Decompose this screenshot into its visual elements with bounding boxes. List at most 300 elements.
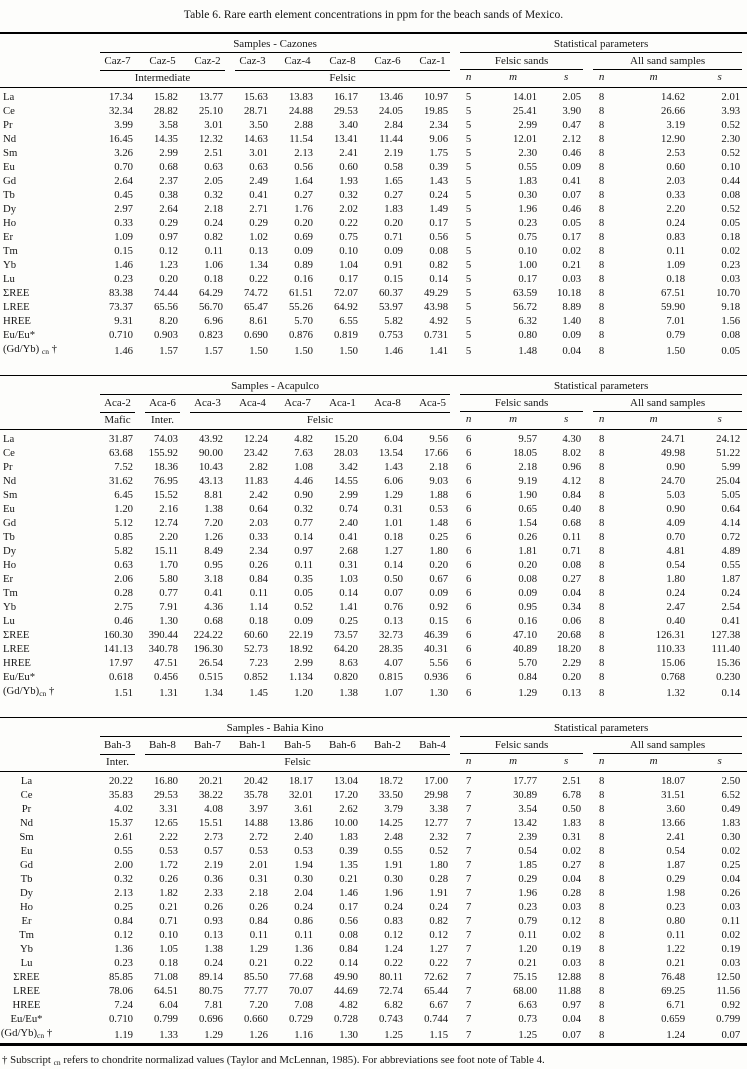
value-cell: 20.42	[243, 775, 268, 787]
sample-col-header-caz-1: Caz-1	[419, 55, 446, 67]
value-cell: 6	[465, 433, 472, 445]
value-cell: 2.30	[721, 133, 741, 145]
value-cell: 2.29	[562, 657, 582, 669]
value-cell: 4.82	[294, 433, 313, 445]
value-cell: 24.71	[661, 433, 686, 445]
value-cell: 18.92	[288, 643, 313, 655]
value-cell: 0.79	[666, 329, 686, 341]
rock-type-group-felsic-underline: Felsic	[145, 754, 450, 771]
value-cell: 1.80	[666, 573, 686, 585]
value-cell: 0.05	[721, 344, 741, 357]
element-label: LREE	[3, 643, 30, 655]
value-cell: 1.25	[384, 1028, 403, 1041]
element-label: ΣREE	[3, 287, 30, 299]
value-cell: 13.42	[513, 817, 538, 829]
element-label: Pr	[21, 803, 32, 815]
value-cell: 17.20	[333, 789, 358, 801]
value-cell: 64.29	[198, 287, 223, 299]
value-cell: 12.24	[243, 433, 268, 445]
value-cell: 13.86	[288, 817, 313, 829]
table-sections	[0, 32, 747, 1046]
sample-col-header-aca-5: Aca-5	[419, 397, 446, 409]
value-cell: 0.14	[294, 531, 313, 543]
value-cell: 20.21	[198, 775, 223, 787]
header-row-titles	[0, 376, 747, 396]
value-cell: 18.20	[557, 643, 582, 655]
value-cell: 0.729	[288, 1013, 313, 1025]
value-cell: 0.27	[562, 573, 582, 585]
rock-type-group-mafic	[95, 412, 140, 430]
value-cell: 47.10	[513, 629, 538, 641]
value-cell: 4.08	[204, 803, 223, 815]
value-cell: 0.25	[114, 901, 133, 913]
value-cell: 0.04	[562, 587, 582, 599]
value-cell: 8	[598, 475, 605, 487]
table-row	[0, 258, 747, 272]
value-cell: 55.26	[288, 301, 313, 313]
value-cell: 0.02	[721, 245, 741, 257]
element-label: Lu	[3, 273, 15, 285]
value-cell: 2.73	[204, 831, 223, 843]
value-cell: 8	[598, 433, 605, 445]
value-cell: 0.820	[333, 671, 358, 683]
value-cell: 1.88	[429, 489, 449, 501]
element-label: Dy	[3, 545, 17, 557]
value-cell: 7	[465, 985, 472, 997]
value-cell: 8.89	[562, 301, 582, 313]
value-cell: 0.58	[384, 161, 403, 173]
value-cell: 224.22	[193, 629, 223, 641]
value-cell: 0.52	[721, 147, 741, 159]
value-cell: 25.04	[716, 475, 741, 487]
element-label: Ce	[20, 789, 33, 801]
sample-col-header-caz-3: Caz-3	[239, 55, 266, 67]
value-cell: 8	[598, 985, 605, 997]
value-cell: 0.67	[429, 573, 449, 585]
value-cell: 7	[465, 803, 472, 815]
value-cell: 8	[598, 615, 605, 627]
value-cell: 0.26	[204, 901, 223, 913]
value-cell: 0.24	[294, 901, 313, 913]
value-cell: 0.52	[721, 119, 741, 131]
value-cell: 16.17	[333, 91, 358, 103]
value-cell: 0.25	[339, 615, 358, 627]
value-cell: 5.56	[429, 657, 449, 669]
value-cell: 8.20	[159, 315, 178, 327]
value-cell: 0.02	[721, 845, 741, 857]
table-row	[0, 684, 747, 701]
value-cell: 74.03	[153, 433, 178, 445]
sample-col-header-caz-6: Caz-6	[374, 55, 401, 67]
value-cell: 0.04	[562, 344, 582, 357]
value-cell: 12.90	[661, 133, 686, 145]
value-cell: 5.70	[294, 315, 313, 327]
value-cell: 0.515	[198, 671, 223, 683]
value-cell: 0.30	[518, 189, 538, 201]
value-cell: 0.799	[153, 1013, 178, 1025]
value-cell: 7	[465, 915, 472, 927]
value-cell: 0.82	[429, 259, 449, 271]
value-cell: 0.33	[114, 217, 133, 229]
value-cell: 2.41	[339, 147, 358, 159]
value-cell: 0.71	[384, 231, 403, 243]
rock-type-group-inter	[140, 412, 185, 430]
value-cell: 7	[465, 957, 472, 969]
value-cell: 8	[598, 189, 605, 201]
value-cell: 24.70	[661, 475, 686, 487]
value-cell: 1.32	[666, 686, 686, 699]
element-label: Er	[3, 231, 14, 243]
value-cell: 20.22	[108, 775, 133, 787]
value-cell: 6	[465, 517, 472, 529]
value-cell: 2.54	[721, 601, 741, 613]
value-cell: 3.58	[159, 119, 178, 131]
element-label: Gd	[19, 859, 34, 871]
value-cell: 0.20	[562, 671, 582, 683]
value-cell: 1.27	[429, 943, 449, 955]
value-cell: 1.98	[666, 887, 686, 899]
felsic-sands-header-underline: Felsic sands	[460, 737, 583, 754]
value-cell: 8	[598, 329, 605, 341]
label-subscript: cn	[41, 347, 49, 356]
samples-group-title-acapulco	[95, 376, 455, 396]
value-cell: 0.47	[562, 119, 582, 131]
header-row-samples	[0, 53, 747, 70]
stat-col-header-s-all: s	[692, 754, 747, 772]
value-cell: 6.32	[518, 315, 538, 327]
rock-type-group-intermediate-underline: Intermediate	[100, 70, 225, 87]
value-cell: 5	[465, 287, 472, 299]
table-row	[0, 558, 747, 572]
table-row	[0, 1012, 747, 1026]
value-cell: 8.81	[204, 489, 223, 501]
value-cell: 1.83	[384, 203, 403, 215]
value-cell: 7	[465, 789, 472, 801]
element-label: HREE	[3, 315, 31, 327]
value-cell: 0.74	[339, 503, 358, 515]
value-cell: 8	[598, 943, 605, 955]
value-cell: 0.30	[721, 831, 741, 843]
value-cell: 1.25	[518, 1028, 538, 1041]
value-cell: 0.08	[562, 559, 582, 571]
value-cell: 0.876	[288, 329, 313, 341]
value-cell: 0.852	[243, 671, 268, 683]
table-row	[0, 430, 747, 447]
value-cell: 11.83	[244, 475, 268, 487]
value-cell: 2.51	[562, 775, 582, 787]
value-cell: 0.903	[153, 329, 178, 341]
value-cell: 2.40	[339, 517, 358, 529]
value-cell: 5	[465, 105, 472, 117]
value-cell: 0.32	[114, 873, 133, 885]
value-cell: 26.66	[661, 105, 686, 117]
value-cell: 5	[465, 203, 472, 215]
value-cell: 5.03	[666, 489, 686, 501]
value-cell: 0.09	[562, 329, 582, 341]
sample-col-header-aca-8: Aca-8	[374, 397, 401, 409]
value-cell: 0.40	[562, 503, 582, 515]
value-cell: 0.09	[562, 161, 582, 173]
value-cell: 5	[465, 91, 472, 103]
value-cell: 2.99	[294, 657, 313, 669]
value-cell: 0.22	[429, 957, 449, 969]
value-cell: 73.37	[108, 301, 133, 313]
value-cell: 0.21	[666, 957, 686, 969]
value-cell: 2.19	[204, 859, 223, 871]
value-cell: 4.12	[562, 475, 582, 487]
value-cell: 8	[598, 671, 605, 683]
value-cell: 65.56	[153, 301, 178, 313]
value-cell: 0.56	[429, 231, 449, 243]
value-cell: 8	[598, 287, 605, 299]
rock-type-group-felsic	[185, 412, 455, 430]
value-cell: 1.07	[384, 686, 403, 699]
value-cell: 43.13	[198, 475, 223, 487]
table-row	[0, 286, 747, 300]
value-cell: 8.02	[562, 447, 582, 459]
value-cell: 64.20	[333, 643, 358, 655]
value-cell: 390.44	[148, 629, 178, 641]
value-cell: 13.66	[661, 817, 686, 829]
corner-cell	[0, 33, 95, 53]
all-samples-header-underline: All sand samples	[593, 737, 742, 754]
value-cell: 2.64	[159, 203, 178, 215]
value-cell: 0.03	[721, 957, 741, 969]
value-cell: 0.25	[429, 531, 449, 543]
stat-col-header-m-all: m	[615, 70, 692, 88]
value-cell: 0.31	[384, 503, 403, 515]
value-cell: 17.34	[108, 91, 133, 103]
value-cell: 0.54	[518, 845, 538, 857]
value-cell: 1.33	[159, 1028, 178, 1041]
value-cell: 0.71	[562, 545, 582, 557]
value-cell: 0.24	[429, 901, 449, 913]
label-subscript: cn	[39, 689, 47, 698]
value-cell: 0.03	[721, 901, 741, 913]
value-cell: 0.80	[518, 329, 538, 341]
all-samples-header	[588, 737, 747, 754]
element-label: Sm	[3, 147, 18, 159]
value-cell: 0.53	[429, 503, 449, 515]
value-cell: 0.11	[249, 929, 268, 941]
value-cell: 0.82	[204, 231, 223, 243]
value-cell: 1.41	[429, 344, 449, 357]
value-cell: 12.32	[198, 133, 223, 145]
value-cell: 77.68	[288, 971, 313, 983]
value-cell: 0.34	[562, 601, 582, 613]
table-row	[0, 488, 747, 502]
value-cell: 1.38	[339, 686, 358, 699]
table-row	[0, 188, 747, 202]
value-cell: 6	[465, 461, 472, 473]
value-cell: 13.77	[198, 91, 223, 103]
value-cell: 0.659	[661, 1013, 686, 1025]
all-samples-header	[588, 395, 747, 412]
value-cell: 0.82	[429, 915, 449, 927]
sample-col-header-bah-8: Bah-8	[149, 739, 176, 751]
value-cell: 8	[598, 587, 605, 599]
value-cell: 8	[598, 573, 605, 585]
value-cell: 40.89	[513, 643, 538, 655]
table-row	[0, 858, 747, 872]
corner-cell	[0, 70, 95, 88]
value-cell: 0.28	[562, 887, 582, 899]
corner-cell	[0, 53, 95, 70]
value-cell: 0.28	[429, 873, 449, 885]
value-cell: 3.01	[249, 147, 268, 159]
element-label: Gd	[3, 517, 17, 529]
all-samples-header	[588, 53, 747, 70]
value-cell: 8.63	[339, 657, 358, 669]
element-label: Eu	[20, 845, 33, 857]
value-cell: 0.11	[518, 929, 538, 941]
value-cell: 1.08	[294, 461, 313, 473]
element-label: Yb	[3, 259, 17, 271]
value-cell: 0.27	[384, 189, 403, 201]
element-label: HREE	[3, 657, 31, 669]
element-label: Yb	[19, 943, 34, 955]
value-cell: 5.05	[721, 489, 741, 501]
value-cell: 31.51	[661, 789, 686, 801]
table-row	[0, 118, 747, 132]
value-cell: 24.12	[716, 433, 741, 445]
value-cell: 0.13	[384, 615, 403, 627]
value-cell: 0.14	[339, 587, 358, 599]
value-cell: 2.18	[429, 461, 449, 473]
value-cell: 4.89	[721, 545, 741, 557]
value-cell: 0.11	[249, 587, 268, 599]
value-cell: 14.25	[378, 817, 403, 829]
value-cell: 8	[598, 803, 605, 815]
table-row	[0, 816, 747, 830]
value-cell: 2.48	[384, 831, 403, 843]
corner-cell	[0, 737, 95, 754]
value-cell: 155.92	[148, 447, 178, 459]
value-cell: 0.23	[114, 957, 133, 969]
element-label: LREE	[3, 301, 30, 313]
table-title: Table 6. Rare earth element concentrations in ppm for the beach sands of Mexico.	[183, 8, 564, 21]
value-cell: 0.54	[666, 559, 686, 571]
header-row-titles	[0, 33, 747, 53]
value-cell: 0.60	[339, 161, 358, 173]
value-cell: 0.27	[562, 859, 582, 871]
value-cell: 8	[598, 643, 605, 655]
value-cell: 8	[598, 545, 605, 557]
table-row	[0, 174, 747, 188]
value-cell: 2.01	[249, 859, 268, 871]
value-cell: 6	[465, 686, 472, 699]
value-cell: 9.19	[518, 475, 538, 487]
value-cell: 0.819	[333, 329, 358, 341]
value-cell: 2.82	[249, 461, 268, 473]
value-cell: 8	[598, 789, 605, 801]
value-cell: 5	[465, 315, 472, 327]
value-cell: 3.26	[114, 147, 133, 159]
value-cell: 0.815	[378, 671, 403, 683]
value-cell: 59.90	[661, 301, 686, 313]
value-cell: 85.50	[243, 971, 268, 983]
element-label: Tb	[3, 531, 15, 543]
element-label: Gd	[3, 175, 17, 187]
value-cell: 8	[598, 999, 605, 1011]
value-cell: 8	[598, 489, 605, 501]
value-cell: 1.57	[159, 344, 178, 357]
value-cell: 0.04	[562, 873, 582, 885]
element-label: Eu/Eu*	[3, 329, 36, 341]
value-cell: 0.97	[159, 231, 178, 243]
value-cell: 1.64	[294, 175, 313, 187]
footnote-prefix: † Subscript	[2, 1054, 54, 1066]
value-cell: 0.25	[721, 859, 741, 871]
element-label: La	[3, 433, 15, 445]
value-cell: 0.77	[294, 517, 313, 529]
value-cell: 0.618	[108, 671, 133, 683]
sample-col-header-bah-2: Bah-2	[374, 739, 401, 751]
value-cell: 3.79	[384, 803, 403, 815]
value-cell: 0.39	[339, 845, 358, 857]
value-cell: 6	[465, 601, 472, 613]
value-cell: 0.38	[159, 189, 178, 201]
value-cell: 9.31	[114, 315, 133, 327]
value-cell: 1.43	[429, 175, 449, 187]
value-cell: 7.24	[114, 999, 133, 1011]
value-cell: 0.18	[721, 231, 741, 243]
table-row	[0, 502, 747, 516]
value-cell: 1.76	[294, 203, 313, 215]
value-cell: 0.64	[721, 503, 741, 515]
value-cell: 13.41	[333, 133, 358, 145]
table-row	[0, 160, 747, 174]
value-cell: 0.21	[562, 259, 582, 271]
value-cell: 8	[598, 601, 605, 613]
value-cell: 15.63	[243, 91, 268, 103]
value-cell: 0.10	[339, 245, 358, 257]
value-cell: 60.37	[378, 287, 403, 299]
felsic-sands-header	[455, 395, 588, 412]
value-cell: 0.52	[294, 601, 313, 613]
value-cell: 12.88	[557, 971, 582, 983]
value-cell: 18.36	[153, 461, 178, 473]
value-cell: 111.40	[711, 643, 741, 655]
value-cell: 18.17	[288, 775, 313, 787]
value-cell: 0.26	[249, 901, 268, 913]
value-cell: 1.57	[204, 344, 223, 357]
value-cell: 47.51	[153, 657, 178, 669]
element-label: Ho	[3, 217, 17, 229]
value-cell: 1.50	[294, 344, 313, 357]
rock-type-group-felsic-underline: Felsic	[190, 412, 450, 429]
element-label: Sm	[19, 831, 34, 843]
value-cell: 0.24	[204, 217, 223, 229]
value-cell: 160.30	[103, 629, 133, 641]
value-cell: 6	[465, 629, 472, 641]
value-cell: 9.57	[518, 433, 538, 445]
value-cell: 0.21	[159, 901, 178, 913]
value-cell: 20.68	[557, 629, 582, 641]
value-cell: 8	[598, 217, 605, 229]
value-cell: 2.37	[159, 175, 178, 187]
value-cell: 2.06	[114, 573, 133, 585]
value-cell: 0.20	[518, 559, 538, 571]
value-cell: 17.77	[513, 775, 538, 787]
value-cell: 2.19	[384, 147, 403, 159]
value-cell: 1.93	[339, 175, 358, 187]
value-cell: 0.20	[294, 217, 313, 229]
value-cell: 18.72	[378, 775, 403, 787]
value-cell: 0.18	[666, 273, 686, 285]
value-cell: 0.56	[294, 161, 313, 173]
footnote	[2, 1054, 747, 1069]
